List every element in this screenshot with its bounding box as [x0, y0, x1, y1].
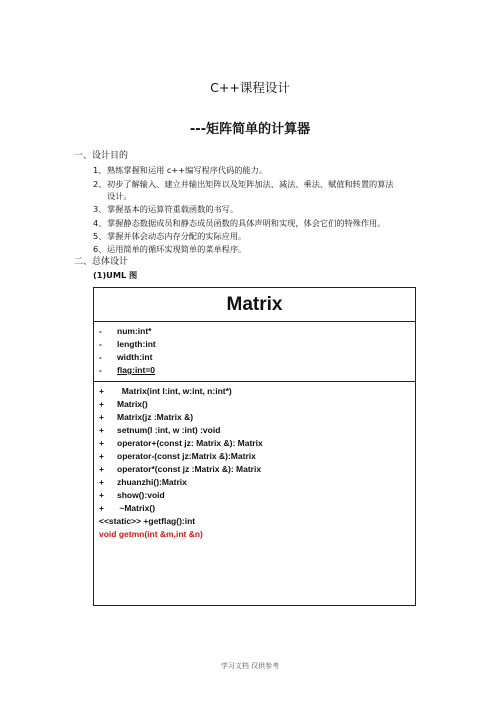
visibility-symbol: + — [99, 412, 104, 422]
method-text: operator+(const jz: Matrix &): Matrix — [117, 438, 263, 448]
visibility-symbol: + — [99, 503, 104, 513]
section-heading-design-purpose: 一、设计目的 — [74, 151, 129, 161]
uml-extra-method-row: void getmn(int &m,int &n) — [99, 529, 203, 539]
uml-attribute-row — [99, 338, 415, 351]
uml-method-row — [99, 398, 415, 411]
purpose-item-text: 掌握并体会动态内存分配的实际应用。 — [107, 231, 247, 241]
attribute-text: length:int — [117, 339, 156, 349]
purpose-item-number: 1、 — [93, 165, 107, 175]
purpose-item-2 — [93, 178, 394, 190]
purpose-item-4 — [93, 217, 385, 229]
visibility-symbol: + — [99, 464, 104, 474]
purpose-item-6 — [93, 243, 246, 255]
method-text: Matrix(int l:int, w:int, n:int*) — [117, 386, 232, 396]
method-text: Matrix(jz :Matrix &) — [117, 412, 194, 422]
uml-method-row — [99, 385, 415, 398]
visibility-symbol: - — [99, 326, 102, 336]
uml-attributes — [94, 322, 415, 382]
purpose-item-3 — [93, 203, 238, 215]
method-text: setnum(l :int, w :int) :void — [117, 425, 221, 435]
method-text: zhuanzhi():Matrix — [117, 477, 187, 487]
purpose-item-number: 3、 — [93, 204, 107, 214]
uml-method-row — [99, 424, 415, 437]
purpose-item-5 — [93, 230, 246, 242]
visibility-symbol: - — [99, 365, 102, 375]
purpose-item-number: 5、 — [93, 231, 107, 241]
visibility-symbol: + — [99, 451, 104, 461]
uml-diagram-label: (1)UML 图 — [93, 270, 138, 280]
visibility-symbol: + — [99, 425, 104, 435]
purpose-item-text: 运用简单的循环实现简单的菜单程序。 — [107, 244, 247, 254]
uml-method-row — [99, 463, 415, 476]
attribute-text: flag:int=0 — [117, 365, 156, 375]
section-heading-overall-design: 二、总体设计 — [74, 257, 129, 267]
method-text: operator*(const jz :Matrix &): Matrix — [117, 464, 262, 474]
visibility-symbol: - — [99, 352, 102, 362]
purpose-item-number: 2、 — [93, 179, 107, 189]
purpose-item-number: 6、 — [93, 244, 107, 254]
attribute-text: num:int* — [117, 326, 152, 336]
purpose-item-text: 掌握基本的运算符重载函数的书写。 — [107, 204, 239, 214]
attribute-text: width:int — [117, 352, 153, 362]
visibility-symbol: + — [99, 386, 104, 396]
document-subtitle: ---矩阵简单的计算器 — [189, 122, 311, 137]
uml-method-row — [99, 489, 415, 502]
uml-attribute-row — [99, 351, 415, 364]
uml-class-name: Matrix — [94, 288, 415, 322]
method-text: ~Matrix() — [117, 503, 156, 513]
document-title: C++课程设计 — [210, 80, 290, 95]
uml-methods — [94, 382, 415, 541]
uml-attribute-row — [99, 325, 415, 338]
visibility-symbol: - — [99, 339, 102, 349]
visibility-symbol: + — [99, 490, 104, 500]
purpose-item-text: 初步了解输入、建立并输出矩阵以及矩阵加法、减法、乘法、赋值和转置的算法 — [107, 179, 394, 189]
purpose-item-number: 4、 — [93, 218, 107, 228]
method-text: operator-(const jz:Matrix &):Matrix — [117, 451, 256, 461]
method-text: show():void — [117, 490, 165, 500]
uml-method-row — [99, 411, 415, 424]
uml-method-row — [99, 476, 415, 489]
uml-method-row — [99, 502, 415, 515]
uml-method-row — [99, 450, 415, 463]
page-footer: 学习文档 仅供参考 — [220, 662, 280, 670]
purpose-item-1 — [93, 164, 267, 176]
uml-method-row — [99, 437, 415, 450]
purpose-item-2-continuation: 设计。 — [107, 191, 132, 201]
visibility-symbol: + — [99, 399, 104, 409]
visibility-symbol: + — [99, 477, 104, 487]
uml-static-method-row: <<static>> +getflag():int — [99, 516, 196, 526]
visibility-symbol: + — [99, 438, 104, 448]
purpose-item-text: 掌握静态数据成员和静态成员函数的具体声明和实现，体会它们的特殊作用。 — [107, 218, 386, 228]
uml-class-diagram — [93, 287, 416, 606]
method-text: Matrix() — [117, 399, 148, 409]
uml-static-attribute-row — [99, 364, 415, 377]
purpose-item-text: 熟练掌握和运用 c++编写程序代码的能力。 — [107, 165, 268, 175]
